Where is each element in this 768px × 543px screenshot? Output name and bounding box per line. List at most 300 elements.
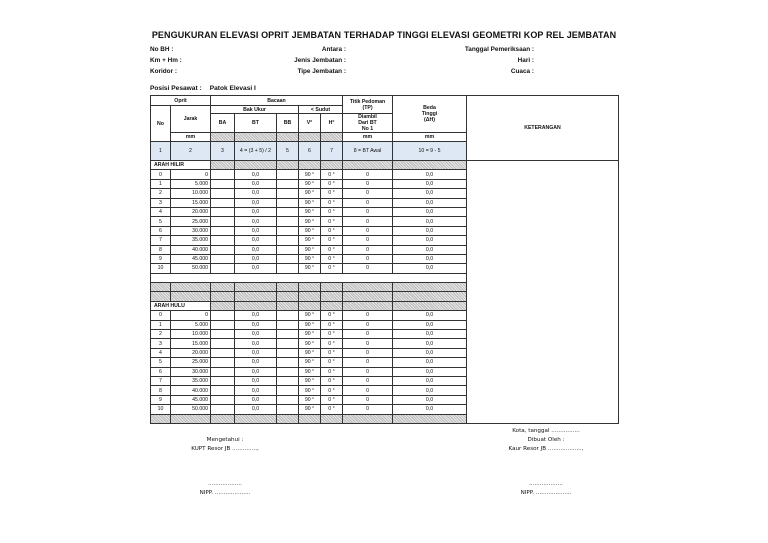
shade-cell (211, 414, 235, 423)
cell-jarak: 5.000 (171, 179, 211, 188)
table-row (151, 254, 619, 263)
cell-dh: 0,0 (393, 236, 467, 245)
cell-jarak: 10.000 (171, 189, 211, 198)
shade-cell (151, 283, 171, 292)
index-cell: 3 (211, 142, 235, 161)
table-row (151, 376, 619, 385)
cell-no: 7 (151, 236, 171, 245)
shaded-separator-row (151, 414, 619, 423)
shade-cell (321, 133, 343, 142)
shade-cell (235, 133, 277, 142)
cell-v: 90 ° (299, 376, 321, 385)
cell-no: 10 (151, 405, 171, 414)
header-unit-jarak: mm (171, 133, 211, 142)
shade-cell (277, 283, 299, 292)
meta-middle (260, 44, 346, 77)
cell-jarak: 25.000 (171, 217, 211, 226)
cell-v: 90 ° (299, 217, 321, 226)
cell-no: 3 (151, 339, 171, 348)
cell-bb (277, 254, 299, 263)
meta-cuaca: Cuaca : (510, 68, 534, 75)
keterangan-cell (467, 283, 619, 292)
table-row (151, 311, 619, 320)
cell-dh: 0,0 (393, 226, 467, 235)
cell-bb (277, 217, 299, 226)
keterangan-cell (467, 217, 619, 226)
cell-v: 90 ° (299, 339, 321, 348)
keterangan-cell (467, 226, 619, 235)
cell-bb (277, 170, 299, 179)
sig-right-kota: Kota, tanggal ................ (512, 428, 580, 434)
shade-cell (393, 283, 467, 292)
shade-cell (299, 414, 321, 423)
table-row (151, 198, 619, 207)
sig-left-kupt: KUPT Resor JB .............., (191, 446, 259, 452)
shade-cell (393, 161, 467, 170)
cell-dh: 0,0 (393, 386, 467, 395)
cell-ba (211, 179, 235, 188)
cell-bb (277, 189, 299, 198)
keterangan-cell (467, 348, 619, 357)
cell-jarak: 5.000 (171, 320, 211, 329)
table-row (151, 179, 619, 188)
cell-dh: 0,0 (393, 189, 467, 198)
header-titik-pedoman: Titik Pedoman (TP) (343, 96, 393, 114)
meta-km-hm: Km + Hm : (150, 57, 182, 64)
shade-cell (171, 292, 211, 301)
shade-cell (235, 301, 277, 310)
cell-jarak: 45.000 (171, 395, 211, 404)
cell-no: 7 (151, 376, 171, 385)
cell-bt: 0,0 (235, 179, 277, 188)
shade-cell (235, 292, 277, 301)
cell-jarak: 0 (171, 311, 211, 320)
cell-dh: 0,0 (393, 358, 467, 367)
cell-jarak: 30.000 (171, 367, 211, 376)
cell-ba (211, 170, 235, 179)
shade-cell (211, 292, 235, 301)
shade-cell (299, 301, 321, 310)
cell-v: 90 ° (299, 207, 321, 216)
cell-h: 0 ° (321, 348, 343, 357)
cell-no: 1 (151, 320, 171, 329)
shade-cell (277, 414, 299, 423)
shade-cell (393, 292, 467, 301)
keterangan-cell (467, 320, 619, 329)
cell-bb (277, 207, 299, 216)
cell-no: 6 (151, 367, 171, 376)
keterangan-cell (467, 358, 619, 367)
cell-bt: 0,0 (235, 170, 277, 179)
header-sudut: < Sudut (299, 106, 343, 114)
cell-bt: 0,0 (235, 320, 277, 329)
shade-cell (151, 292, 171, 301)
header-no: No (151, 106, 171, 142)
cell-ba (211, 386, 235, 395)
keterangan-cell (467, 179, 619, 188)
table-row (151, 348, 619, 357)
cell-h: 0 ° (321, 330, 343, 339)
cell-tp: 0 (343, 254, 393, 263)
cell-tp: 0 (343, 358, 393, 367)
shade-cell (343, 414, 393, 423)
cell-ba (211, 367, 235, 376)
cell-tp: 0 (343, 320, 393, 329)
cell-no: 8 (151, 245, 171, 254)
cell-bb (277, 348, 299, 357)
cell-jarak: 15.000 (171, 339, 211, 348)
cell-tp: 0 (343, 386, 393, 395)
cell-dh: 0,0 (393, 395, 467, 404)
table-row (151, 170, 619, 179)
sig-left-nipp: NIPP. .................... (199, 490, 251, 496)
cell-tp: 0 (343, 217, 393, 226)
cell-dh: 0,0 (393, 320, 467, 329)
shade-cell (235, 414, 277, 423)
cell-jarak: 45.000 (171, 254, 211, 263)
table-row (151, 320, 619, 329)
index-cell: 8 = BT Awal (343, 142, 393, 161)
cell-tp: 0 (343, 226, 393, 235)
shade-cell (343, 292, 393, 301)
cell-h: 0 ° (321, 376, 343, 385)
signature-left-bottom (180, 480, 270, 498)
cell-jarak: 25.000 (171, 358, 211, 367)
cell-v: 90 ° (299, 386, 321, 395)
cell-tp: 0 (343, 348, 393, 357)
cell-v: 90 ° (299, 179, 321, 188)
cell-tp: 0 (343, 330, 393, 339)
sig-left-name: ................... (208, 481, 242, 487)
keterangan-cell (467, 376, 619, 385)
header-beda-tinggi: Beda Tinggi (ΔH) (393, 96, 467, 133)
cell-jarak: 20.000 (171, 348, 211, 357)
header-bb: BB (277, 114, 299, 133)
cell-bb (277, 236, 299, 245)
cell-bt: 0,0 (235, 311, 277, 320)
cell-v: 90 ° (299, 245, 321, 254)
cell-ba (211, 330, 235, 339)
shade-cell (321, 414, 343, 423)
header-diambil: Diambil Dari BT No 1 (343, 114, 393, 133)
meta-antara: Antara : (321, 46, 346, 53)
cell-bt: 0,0 (235, 264, 277, 273)
cell-jarak: 10.000 (171, 330, 211, 339)
cell-h: 0 ° (321, 179, 343, 188)
shade-cell (277, 161, 299, 170)
shade-cell (235, 161, 277, 170)
section-label-row (151, 161, 619, 170)
cell-dh: 0,0 (393, 376, 467, 385)
cell-v: 90 ° (299, 320, 321, 329)
cell-v: 90 ° (299, 226, 321, 235)
cell-no: 5 (151, 217, 171, 226)
table-row (151, 395, 619, 404)
cell-bb (277, 320, 299, 329)
cell-dh: 0,0 (393, 179, 467, 188)
cell-bt: 0,0 (235, 207, 277, 216)
section-label: ARAH HULU (151, 301, 211, 310)
keterangan-cell (467, 273, 619, 282)
cell-bb (277, 226, 299, 235)
cell-h: 0 ° (321, 217, 343, 226)
table-row (151, 245, 619, 254)
table-row (151, 189, 619, 198)
cell-dh: 0,0 (393, 198, 467, 207)
cell-jarak: 50.000 (171, 264, 211, 273)
shade-cell (321, 292, 343, 301)
cell-h: 0 ° (321, 405, 343, 414)
cell-ba (211, 254, 235, 263)
cell-h: 0 ° (321, 339, 343, 348)
cell-h: 0 ° (321, 320, 343, 329)
cell-ba (211, 311, 235, 320)
cell-h: 0 ° (321, 198, 343, 207)
index-cell: 2 (171, 142, 211, 161)
keterangan-cell (467, 339, 619, 348)
cell-tp: 0 (343, 339, 393, 348)
meta-jenis-jembatan: Jenis Jembatan : (294, 57, 346, 64)
cell-no: 9 (151, 254, 171, 263)
cell-tp: 0 (343, 207, 393, 216)
index-cell: 1 (151, 142, 171, 161)
shade-cell (393, 301, 467, 310)
cell-h: 0 ° (321, 395, 343, 404)
meta-koridor: Koridor : (150, 68, 177, 75)
shade-cell (211, 133, 235, 142)
measurement-table (150, 95, 619, 424)
keterangan-cell (467, 414, 619, 423)
cell-no: 3 (151, 198, 171, 207)
cell-v: 90 ° (299, 367, 321, 376)
cell-bt: 0,0 (235, 198, 277, 207)
cell-v: 90 ° (299, 189, 321, 198)
cell-ba (211, 339, 235, 348)
header-keterangan: KETERANGAN (467, 96, 619, 161)
cell-h: 0 ° (321, 207, 343, 216)
shade-cell (343, 161, 393, 170)
keterangan-cell (467, 264, 619, 273)
cell-tp: 0 (343, 376, 393, 385)
keterangan-cell (467, 330, 619, 339)
cell-ba (211, 236, 235, 245)
shade-cell (171, 283, 211, 292)
meta-hari: Hari : (517, 57, 534, 64)
keterangan-cell (467, 405, 619, 414)
cell-bt: 0,0 (235, 189, 277, 198)
cell-v: 90 ° (299, 264, 321, 273)
cell-h: 0 ° (321, 189, 343, 198)
shade-cell (299, 292, 321, 301)
posisi-label: Posisi Pesawat : (150, 85, 202, 92)
cell-dh: 0,0 (393, 339, 467, 348)
header-unit-tp: mm (343, 133, 393, 142)
sig-right-kaur: Kaur Resor JB ..................., (508, 446, 584, 452)
cell-v: 90 ° (299, 198, 321, 207)
sig-right-name: ................... (529, 481, 563, 487)
keterangan-cell (467, 292, 619, 301)
cell-bb (277, 386, 299, 395)
shaded-separator-row (151, 283, 619, 292)
cell-tp: 0 (343, 245, 393, 254)
section-label-row (151, 301, 619, 310)
keterangan-cell (467, 161, 619, 170)
cell-no: 2 (151, 330, 171, 339)
shade-cell (211, 283, 235, 292)
cell-jarak: 40.000 (171, 386, 211, 395)
shade-cell (211, 161, 235, 170)
posisi-pesawat (150, 85, 256, 92)
header-bak-ukur: Bak Ukur (211, 106, 299, 114)
cell-dh: 0,0 (393, 254, 467, 263)
cell-jarak: 20.000 (171, 207, 211, 216)
table-row (151, 386, 619, 395)
meta-no-bh: No BH : (150, 46, 174, 53)
cell-h: 0 ° (321, 358, 343, 367)
cell-dh: 0,0 (393, 348, 467, 357)
blank-row (151, 273, 619, 282)
shade-cell (343, 283, 393, 292)
cell-bt: 0,0 (235, 348, 277, 357)
index-cell: 7 (321, 142, 343, 161)
shade-cell (277, 133, 299, 142)
keterangan-cell (467, 189, 619, 198)
keterangan-cell (467, 198, 619, 207)
cell-h: 0 ° (321, 236, 343, 245)
cell-ba (211, 348, 235, 357)
cell-bb (277, 339, 299, 348)
cell-jarak: 35.000 (171, 236, 211, 245)
cell-bb (277, 330, 299, 339)
cell-bt: 0,0 (235, 367, 277, 376)
cell-no: 10 (151, 264, 171, 273)
section-label: ARAH HILIR (151, 161, 211, 170)
table-row (151, 330, 619, 339)
cell-bt: 0,0 (235, 405, 277, 414)
cell-bb (277, 311, 299, 320)
cell-h: 0 ° (321, 245, 343, 254)
cell-h: 0 ° (321, 254, 343, 263)
shade-cell (393, 414, 467, 423)
shade-cell (277, 301, 299, 310)
header-h: H° (321, 114, 343, 133)
cell-jarak: 15.000 (171, 198, 211, 207)
cell-no: 1 (151, 179, 171, 188)
cell-bb (277, 358, 299, 367)
cell-jarak: 35.000 (171, 376, 211, 385)
shade-cell (299, 161, 321, 170)
cell-dh: 0,0 (393, 330, 467, 339)
sig-right-nipp: NIPP. .................... (520, 490, 572, 496)
cell-dh: 0,0 (393, 170, 467, 179)
shade-cell (277, 292, 299, 301)
cell-h: 0 ° (321, 311, 343, 320)
cell-jarak: 50.000 (171, 405, 211, 414)
posisi-value: Patok Elevasi I (209, 85, 256, 92)
cell-tp: 0 (343, 395, 393, 404)
cell-dh: 0,0 (393, 207, 467, 216)
table-row (151, 367, 619, 376)
cell-h: 0 ° (321, 226, 343, 235)
cell-tp: 0 (343, 179, 393, 188)
table-row (151, 339, 619, 348)
cell-v: 90 ° (299, 348, 321, 357)
page-title: PENGUKURAN ELEVASI OPRIT JEMBATAN TERHADAP TINGGI ELEVASI GEOMETRI KOP REL JEMBATAN (151, 30, 617, 40)
shaded-separator-row (151, 292, 619, 301)
cell-jarak: 0 (171, 170, 211, 179)
cell-h: 0 ° (321, 386, 343, 395)
cell-no: 9 (151, 395, 171, 404)
cell-v: 90 ° (299, 170, 321, 179)
table-row (151, 358, 619, 367)
cell-tp: 0 (343, 236, 393, 245)
cell-v: 90 ° (299, 254, 321, 263)
shade-cell (321, 161, 343, 170)
signature-left (180, 436, 270, 454)
table-row (151, 264, 619, 273)
header-bacaan: Bacaan (211, 96, 343, 106)
header-jarak: Jarak (171, 106, 211, 133)
index-cell: 5 (277, 142, 299, 161)
sig-left-mengetahui: Mengetahui : (206, 437, 244, 443)
shade-cell (343, 301, 393, 310)
cell-h: 0 ° (321, 264, 343, 273)
cell-dh: 0,0 (393, 405, 467, 414)
cell-ba (211, 189, 235, 198)
cell-bb (277, 395, 299, 404)
cell-no: 0 (151, 170, 171, 179)
cell-bt: 0,0 (235, 339, 277, 348)
header-oprit: Oprit (151, 96, 211, 106)
cell-v: 90 ° (299, 330, 321, 339)
table-row (151, 236, 619, 245)
cell-no: 4 (151, 207, 171, 216)
meta-tanggal: Tanggal Pemeriksaan : (464, 46, 534, 53)
meta-tipe-jembatan: Tipe Jembatan : (297, 68, 346, 75)
cell-tp: 0 (343, 264, 393, 273)
cell-dh: 0,0 (393, 367, 467, 376)
keterangan-cell (467, 254, 619, 263)
cell-ba (211, 207, 235, 216)
cell-dh: 0,0 (393, 217, 467, 226)
cell-ba (211, 376, 235, 385)
cell-tp: 0 (343, 189, 393, 198)
cell-bt: 0,0 (235, 395, 277, 404)
shade-cell (299, 133, 321, 142)
cell-ba (211, 226, 235, 235)
header-row-1 (151, 96, 619, 106)
keterangan-cell (467, 386, 619, 395)
cell-bb (277, 367, 299, 376)
shade-cell (299, 283, 321, 292)
cell-ba (211, 217, 235, 226)
keterangan-cell (467, 367, 619, 376)
shade-cell (235, 283, 277, 292)
cell-bt: 0,0 (235, 254, 277, 263)
cell-no: 6 (151, 226, 171, 235)
cell-ba (211, 358, 235, 367)
meta-left (150, 44, 182, 77)
cell-v: 90 ° (299, 236, 321, 245)
cell-h: 0 ° (321, 170, 343, 179)
keterangan-cell (467, 301, 619, 310)
cell-bt: 0,0 (235, 376, 277, 385)
cell-v: 90 ° (299, 405, 321, 414)
cell-bt: 0,0 (235, 386, 277, 395)
cell-tp: 0 (343, 405, 393, 414)
cell-no: 4 (151, 348, 171, 357)
cell-v: 90 ° (299, 358, 321, 367)
